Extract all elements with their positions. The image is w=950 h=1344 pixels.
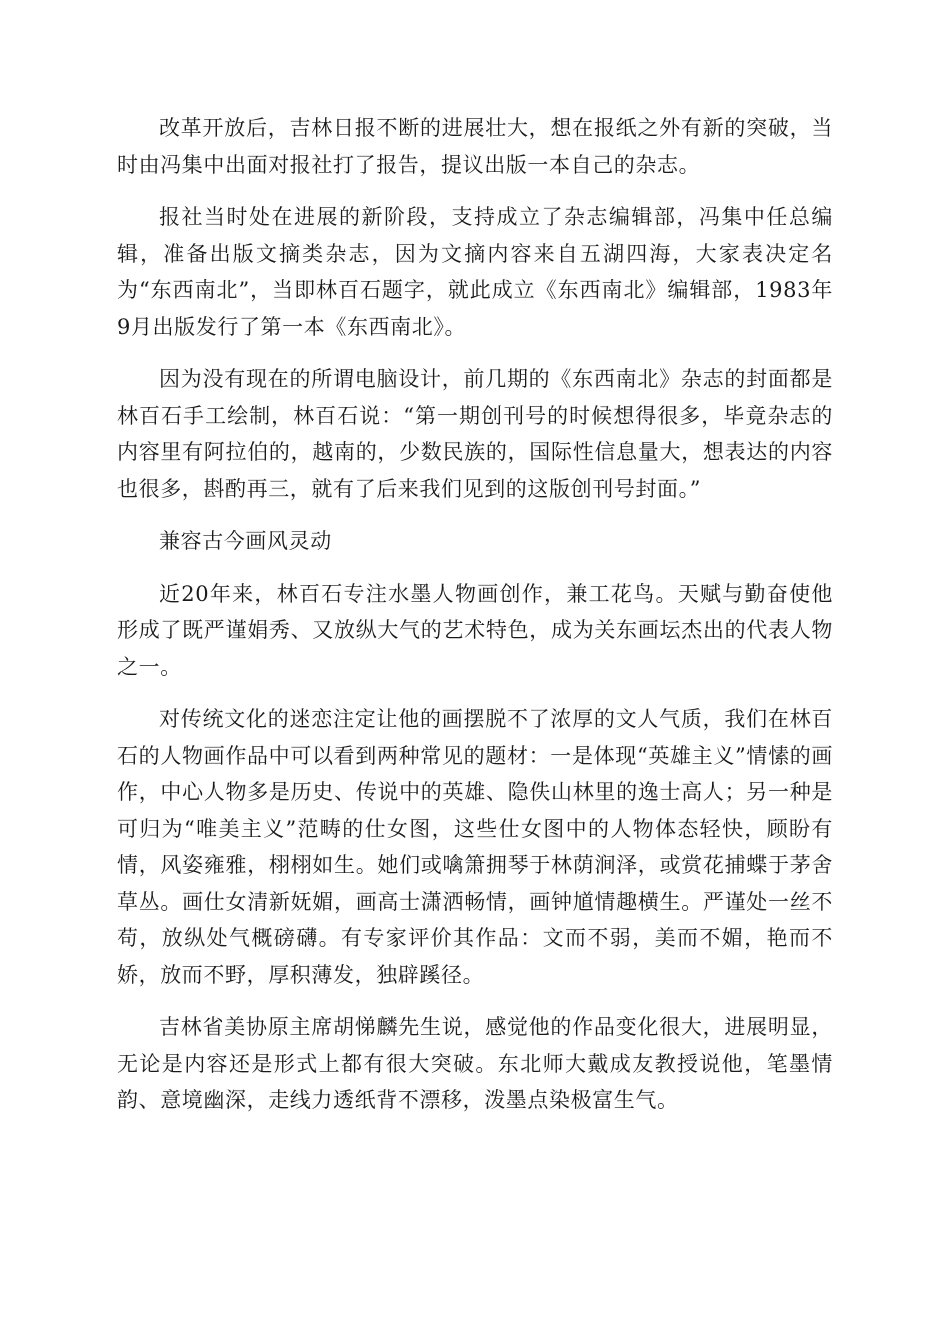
section-heading: 兼容古今画风灵动 xyxy=(159,529,332,553)
paragraph-magazine-founding: 报社当时处在进展的新阶段，支持成立了杂志编辑部，冯集中任总编辑，准备出版文摘类杂志，因为文摘内容来自五湖四海，大家表决定名为“东西南北”，当即林百石题字，就此成立《东西南北》编辑部，1983年9月出版发行了第一本《东西南北》。 xyxy=(117,205,833,339)
paragraph-cover-design: 因为没有现在的所谓电脑设计，前几期的《东西南北》杂志的封面都是林百石手工绘制，林百石说：“第一期创刊号的时候想得很多，毕竟杂志的内容里有阿拉伯的，越南的，少数民族的，国际性信息量大，想表达的内容也很多，斟酌再三，就有了后来我们见到的这版创刊号封面。” xyxy=(117,367,833,501)
paragraph-painting-themes: 对传统文化的迷恋注定让他的画摆脱不了浓厚的文人气质，我们在林百石的人物画作品中可以看到两种常见的题材：一是体现“英雄主义”情愫的画作，中心人物多是历史、传说中的英雄、隐佚山林里的逸士高人；另一种是可归为“唯美主义”范畴的仕女图，这些仕女图中的人物体态轻快，顾盼有情，风姿雍雅，栩栩如生。她们或噙箫拥琴于林荫涧泽，或赏花捕蝶于茅舍草丛。画仕女清新妩媚，画高士潇洒畅情，画钟馗情趣横生。严谨处一丝不苟，放纵处气概磅礴。有专家评价其作品：文而不弱，美而不媚，艳而不娇，放而不野，厚积薄发，独辟蹊径。 xyxy=(117,707,833,987)
paragraph-expert-comments: 吉林省美协原主席胡悌麟先生说，感觉他的作品变化很大，进展明显，无论是内容还是形式上都有很大突破。东北师大戴成友教授说他，笔墨情韵、意境幽深，走线力透纸背不漂移，泼墨点染极富生气。 xyxy=(117,1015,833,1112)
document-body xyxy=(117,110,833,1135)
paragraph-reform-era: 改革开放后，吉林日报不断的进展壮大，想在报纸之外有新的突破，当时由冯集中出面对报社打了报告，提议出版一本自己的杂志。 xyxy=(117,116,833,177)
paragraph-painting-career: 近20年来，林百石专注水墨人物画创作，兼工花鸟。天赋与勤奋使他形成了既严谨娟秀、又放纵大气的艺术特色，成为关东画坛杰出的代表人物之一。 xyxy=(117,581,833,679)
